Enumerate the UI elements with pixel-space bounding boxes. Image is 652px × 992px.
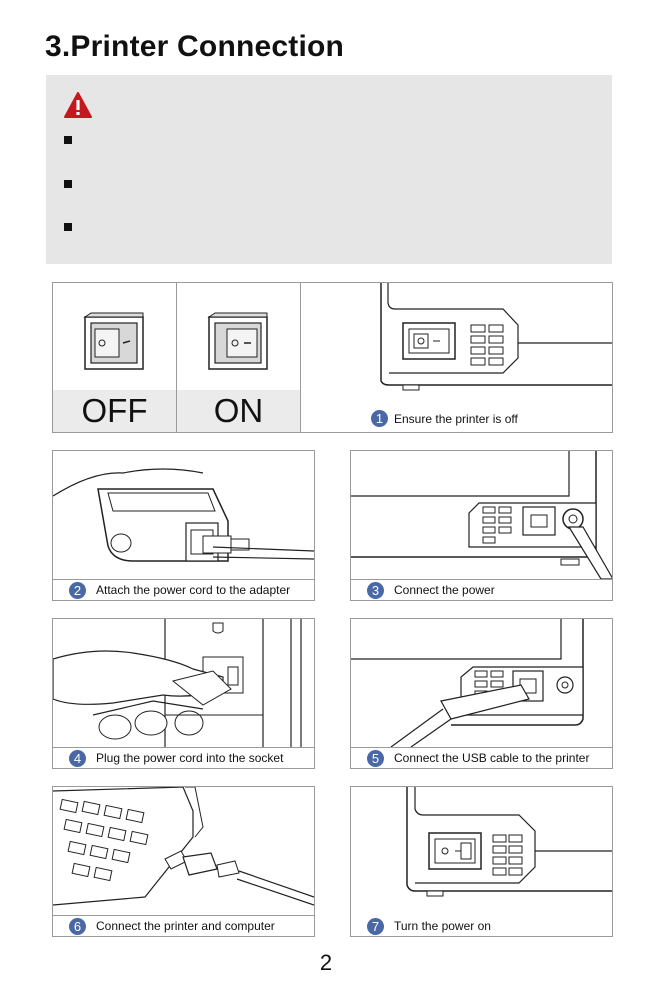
step-text: Connect the USB cable to the printer <box>394 751 590 765</box>
notice-bullet <box>64 180 72 188</box>
page-number: 2 <box>319 950 333 975</box>
step-7-panel <box>350 786 613 937</box>
on-label: ON <box>177 390 300 432</box>
step-3-caption <box>351 579 612 600</box>
step-4-caption <box>53 747 314 768</box>
warning-icon <box>64 92 92 118</box>
notice-bullet <box>64 136 72 144</box>
step-5-panel <box>350 618 613 769</box>
page-title: 3.Printer Connection <box>45 30 345 63</box>
step-2-panel <box>52 450 315 601</box>
warning-notice-box <box>46 75 612 264</box>
step-1-panel <box>52 282 613 433</box>
step-text: Connect the printer and computer <box>96 919 275 933</box>
rocker-switch-off-illustration <box>83 311 147 373</box>
step-6-caption <box>53 915 314 936</box>
step-3-panel <box>350 450 613 601</box>
step-text: Plug the power cord into the socket <box>96 751 284 765</box>
step-number-badge: 5 <box>367 750 384 767</box>
step-number-badge: 4 <box>69 750 86 767</box>
off-label: OFF <box>53 390 176 432</box>
step-4-panel <box>52 618 315 769</box>
step-number-badge: 1 <box>371 410 388 427</box>
step-number-badge: 6 <box>69 918 86 935</box>
step-number-badge: 7 <box>367 918 384 935</box>
adapter-cord-illustration <box>53 451 314 579</box>
step-1-caption <box>371 410 518 427</box>
printer-rear-off-illustration <box>303 283 612 411</box>
step-text: Connect the power <box>394 583 495 597</box>
step-5-caption <box>351 747 612 768</box>
notice-bullet <box>64 223 72 231</box>
step-number-badge: 2 <box>69 582 86 599</box>
step-text: Attach the power cord to the adapter <box>96 583 291 597</box>
step-text: Turn the power on <box>394 919 491 933</box>
usb-connect-illustration <box>351 619 612 747</box>
step-6-panel <box>52 786 315 937</box>
step-text: Ensure the printer is off <box>394 411 518 426</box>
printer-rear-on-illustration <box>351 787 612 915</box>
power-connect-illustration <box>351 451 612 579</box>
laptop-usb-illustration <box>53 787 314 915</box>
step-2-caption <box>53 579 314 600</box>
socket-plug-illustration <box>53 619 314 747</box>
step-7-caption <box>351 916 612 936</box>
rocker-switch-on-illustration <box>207 311 271 373</box>
off-switch-cell <box>53 283 177 432</box>
on-switch-cell <box>177 283 301 432</box>
step-number-badge: 3 <box>367 582 384 599</box>
